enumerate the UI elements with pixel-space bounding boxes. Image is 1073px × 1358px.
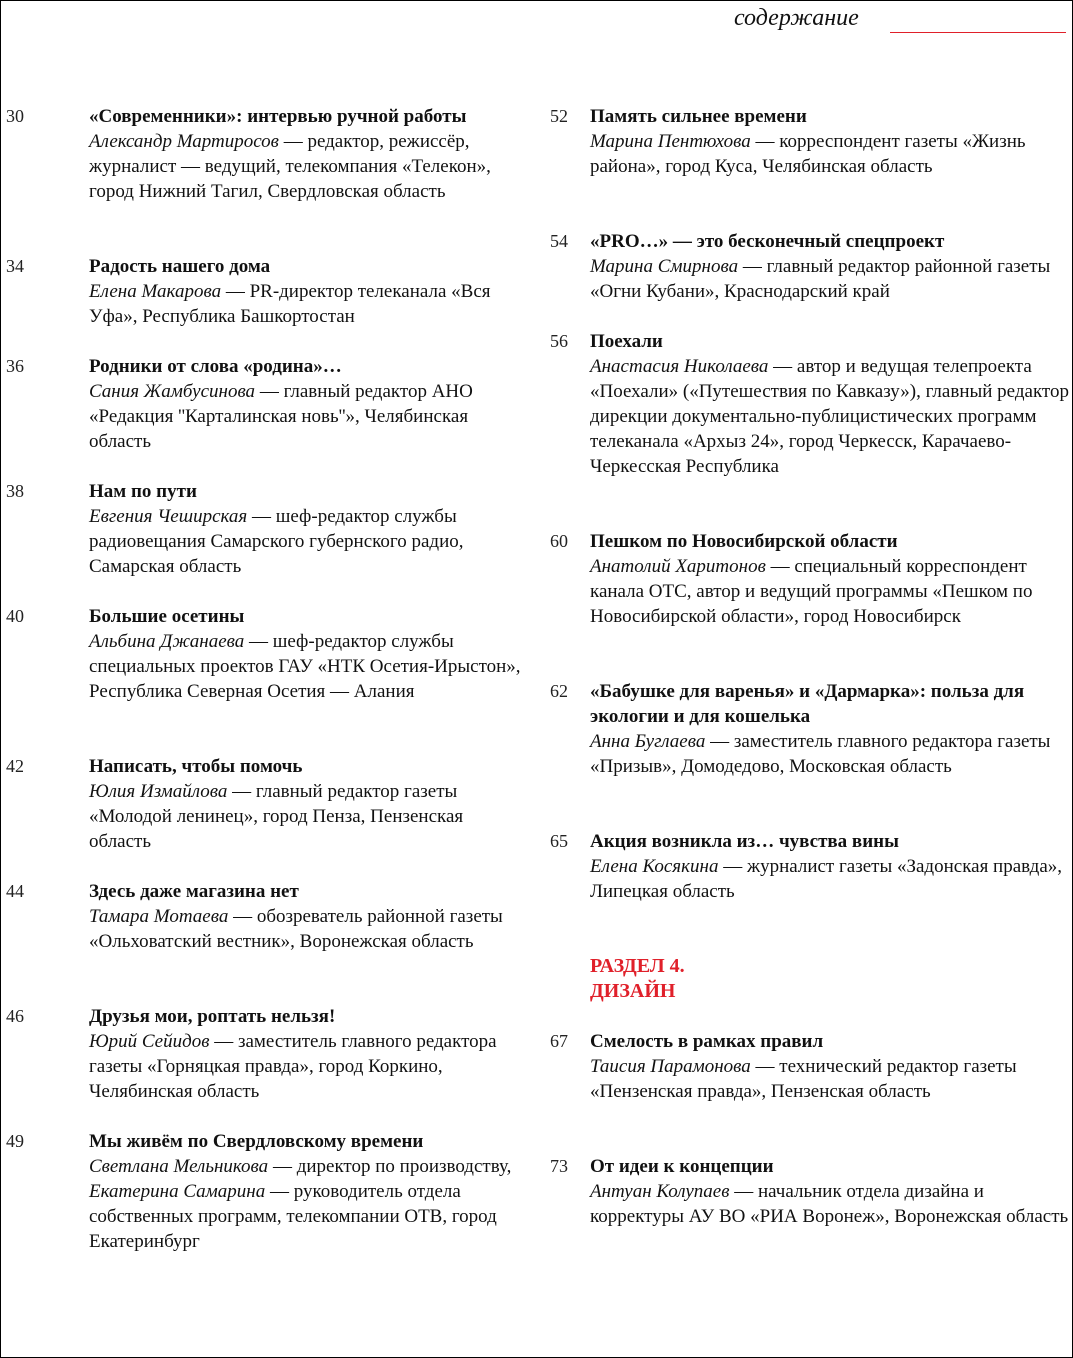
entry-title: Акция возникла из… чувства вины: [590, 831, 899, 852]
section-number: РАЗДЕЛ 4.: [590, 955, 685, 977]
entry-author: Юрий Сейидов: [89, 1031, 210, 1052]
toc-entry[interactable]: [1, 1004, 526, 1129]
page-number: 44: [6, 881, 24, 901]
entry-title: Друзья мои, роптать нельзя!: [89, 1006, 336, 1027]
page-number: 65: [550, 831, 568, 851]
toc-entry[interactable]: [1, 754, 526, 879]
page-number: 42: [6, 756, 24, 776]
page-number: 40: [6, 606, 24, 626]
entry-author: Елена Макарова: [89, 281, 222, 302]
entry-title: Смелость в рамках правил: [590, 1031, 824, 1052]
left-column: [1, 104, 526, 1254]
entry-description: — заместитель главного редактора газеты «Призыв», Домодедово, Московская область: [590, 731, 1051, 777]
entry-description: — главный редактор АНО «Редакция ''Карталинская новь''», Челябинская область: [89, 381, 473, 452]
page-number: 67: [550, 1031, 568, 1051]
toc-entry[interactable]: [1, 254, 526, 354]
page-number: 30: [6, 106, 24, 126]
page-number: 46: [6, 1006, 24, 1026]
entry-description: — автор и ведущая телепроекта «Поехали» («Путешествия по Кавказу»), главный редактор дирекции документально-публицистических программ телеканала «Архыз 24», город Черкесск, Карачаево-Черкесская Республика: [590, 356, 1069, 477]
header-accent-line: [890, 32, 1066, 33]
entry-description: — специальный корреспондент канала ОТС, автор и ведущий программы «Пешком по Новосибирской области», город Новосибирск: [590, 556, 1033, 627]
entry-description: — обозреватель районной газеты «Ольховатский вестник», Воронежская область: [89, 906, 503, 952]
entry-description: — редактор, режиссёр, журналист — ведущий, телекомпания «Телекон», город Нижний Тагил, Свердловская область: [89, 131, 491, 202]
entry-description: — главный редактор газеты «Молодой ленинец», город Пенза, Пензенская область: [89, 781, 464, 852]
entry-author: Марина Пентюхова: [590, 131, 751, 152]
entry-author: Анатолий Харитонов: [590, 556, 766, 577]
entry-description: — PR-директор телеканала «Вся Уфа», Республика Башкортостан: [89, 281, 491, 327]
right-column: [546, 104, 1071, 1254]
entry-title: Мы живём по Свердловскому времени: [89, 1131, 424, 1152]
entry-author: Екатерина Самарина: [89, 1181, 266, 1202]
toc-entry[interactable]: [546, 1029, 1071, 1154]
entry-description: — технический редактор газеты «Пензенская правда», Пензенская область: [590, 1056, 1017, 1102]
entry-title: Поехали: [590, 331, 663, 352]
entry-description: — корреспондент газеты «Жизнь района», город Куса, Челябинская область: [590, 131, 1026, 177]
toc-entry[interactable]: [1, 604, 526, 754]
entry-author: Анастасия Николаева: [590, 356, 769, 377]
page-number: 54: [550, 231, 568, 251]
entry-author: Марина Смирнова: [590, 256, 739, 277]
toc-entry[interactable]: [1, 1129, 526, 1254]
page-number: 36: [6, 356, 24, 376]
page-number: 62: [550, 681, 568, 701]
entry-author: Таисия Парамонова: [590, 1056, 751, 1077]
page-number: 60: [550, 531, 568, 551]
toc-entry[interactable]: [546, 329, 1071, 529]
entry-description: — начальник отдела дизайна и корректуры АУ ВО «РИА Воронеж», Воронежская область: [590, 1181, 1069, 1227]
page-number: 56: [550, 331, 568, 351]
entry-author: Елена Косякина: [590, 856, 719, 877]
entry-author: Альбина Джанаева: [89, 631, 245, 652]
page-number: 73: [550, 1156, 568, 1176]
toc-entry[interactable]: [1, 879, 526, 1004]
entry-description: — шеф-редактор службы специальных проектов ГАУ «НТК Осетия-Ирыстон», Республика Северная Осетия — Алания: [89, 631, 521, 702]
entry-title: Память сильнее времени: [590, 106, 807, 127]
entry-title: Большие осетины: [89, 606, 245, 627]
entry-author: Сания Жамбусинова: [89, 381, 256, 402]
entry-title: Пешком по Новосибирской области: [590, 531, 898, 552]
entry-title: «Современники»: интервью ручной работы: [89, 106, 467, 127]
toc-entry[interactable]: [1, 479, 526, 604]
entry-author: Светлана Мельникова: [89, 1156, 269, 1177]
toc-entry[interactable]: [546, 229, 1071, 329]
page-number: 52: [550, 106, 568, 126]
entry-description: — директор по производству,: [268, 1156, 512, 1177]
page-header-title: содержание: [734, 5, 859, 31]
toc-entry[interactable]: [546, 529, 1071, 679]
section-heading: [546, 954, 1071, 1029]
page-number: 38: [6, 481, 24, 501]
entry-author: Александр Мартиросов: [89, 131, 279, 152]
entry-title: Здесь даже магазина нет: [89, 881, 299, 902]
entry-title: От идеи к концепции: [590, 1156, 774, 1177]
toc-entry[interactable]: [546, 679, 1071, 829]
page-number: 49: [6, 1131, 24, 1151]
entry-title: Написать, чтобы помочь: [89, 756, 303, 777]
entry-description: — руководитель отдела собственных программ, телекомпании ОТВ, город Екатеринбург: [89, 1181, 497, 1252]
section-title: ДИЗАЙН: [590, 980, 676, 1002]
page-number: 34: [6, 256, 24, 276]
entry-title: Радость нашего дома: [89, 256, 271, 277]
entry-title: «PRO…» — это бесконечный спецпроект: [590, 231, 945, 252]
entry-title: «Бабушке для варенья» и «Дармарка»: польза для экологии и для кошелька: [590, 681, 1025, 727]
entry-author: Юлия Измайлова: [89, 781, 228, 802]
toc-entry[interactable]: [546, 1154, 1071, 1254]
toc-entry[interactable]: [1, 354, 526, 479]
entry-description: — заместитель главного редактора газеты «Горняцкая правда», город Коркино, Челябинская область: [89, 1031, 497, 1102]
entry-description: — журналист газеты «Задонская правда», Липецкая область: [590, 856, 1063, 902]
entry-title: Родники от слова «родина»…: [89, 356, 342, 377]
toc-entry[interactable]: [1, 104, 526, 254]
toc-entry[interactable]: [546, 829, 1071, 954]
entry-title: Нам по пути: [89, 481, 197, 502]
entry-description: — главный редактор районной газеты «Огни Кубани», Краснодарский край: [590, 256, 1051, 302]
entry-author: Анна Буглаева: [590, 731, 706, 752]
toc-entry[interactable]: [546, 104, 1071, 229]
entry-author: Тамара Мотаева: [89, 906, 229, 927]
entry-author: Евгения Чеширская: [89, 506, 248, 527]
entry-author: Антуан Колупаев: [590, 1181, 730, 1202]
entry-description: — шеф-редактор службы радиовещания Самарского губернского радио, Самарская область: [89, 506, 464, 577]
